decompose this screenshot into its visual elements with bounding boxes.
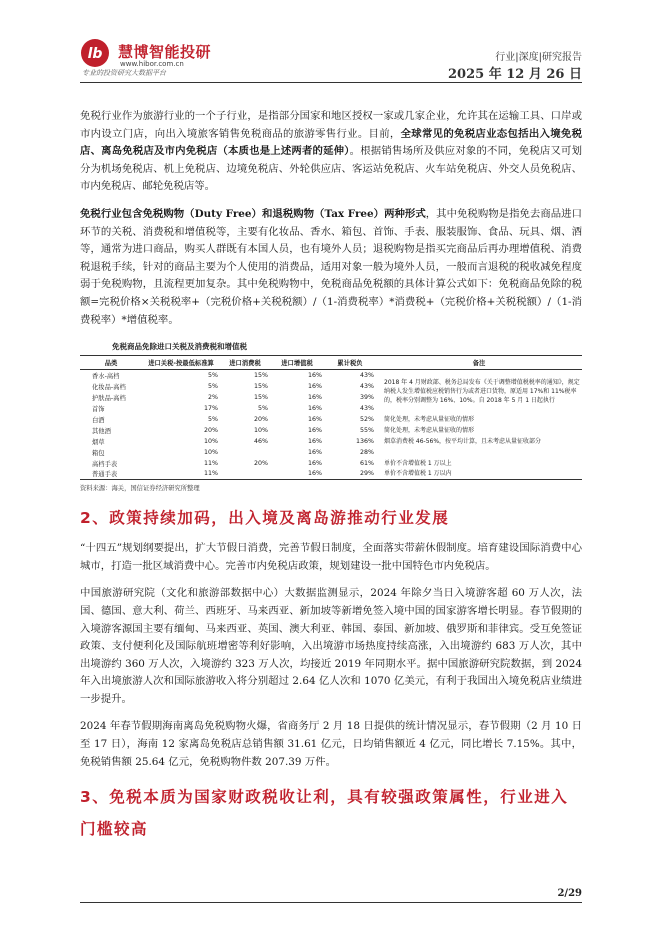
section-heading-2: 2、政策持续加码，出入境及离岛游推动行业发展 [80,509,450,528]
cell: 16% [308,459,322,467]
cell: 5% [208,371,218,379]
cell: 29% [324,469,376,480]
cell: 5% [208,382,218,390]
cell: 16% [308,404,322,412]
paragraph-hainan-sales: 2024 年春节假期海南离岛免税购物火爆，省商务厅 2 月 18 日提供的统计情况显示，春节假期（2 月 10 日至 17 日），海南 12 家离岛免税店总销售额 31.61 亿元，日均销售额近 4 亿元，同比增长 7.15%。其中，免税销售额 25.64 亿元，免税购物件数 207.39 万件。 [80,720,582,768]
table-row [80,414,582,425]
cell: 箱包 [92,449,105,457]
cell [220,469,270,480]
col-header: 品类 [80,356,142,370]
col-header: 累计税负 [324,356,376,370]
note-cell: 2018 年 4 月财政部、税务总局发布《关于调整增值税税率的通知》，规定纳税人发生增值税应税销售行为或者进口货物，原适用 17%和 11%税率的，税率分别调整为 16%、10%。自 2018 年 5 月 1 日起执行 [384,379,580,405]
text: ，其中免税购物是指免去商品进口环节的关税、消费税和增值税等，主要有化妆品、香水、箱包、首饰、手表、服装服饰、食品、玩具、烟、酒等，通常为进口商品，购买人群既有本国人员，也有境外人员；退税购物是指买完商品后再办理增值税、消费税退税手续，针对的商品主要为个人使用的消费品，适用对象一般为境外人员，一般而言退税的税收减免程度弱于免税购物，且流程更加复杂。其中免税购物中，免税商品免税额的具体计算公式如下：免税商品免除的税额=完税价格×关税税率+（完税价格+关税税额）/（1-消费税率）*消费税+（完税价格+关税税额）/（1-消费税率）*增值税率。 [80,207,582,326]
cell: 43% [360,382,374,390]
table-row [80,447,582,458]
cell: 16% [308,371,322,379]
table-header-row [80,356,582,370]
col-header: 备注 [376,356,582,370]
cell: 136% [355,437,374,445]
cell: 16% [308,448,322,456]
cell [220,447,270,458]
highlight-text: 全球常见的免税店业态包括出入境免税店、离岛免税店及市内免税店（本质也是上述两者的延伸） [80,127,583,158]
duty-table-block [80,339,582,492]
cell: 16% [308,437,322,445]
note-cell: 简化处理，未考虑从量征收的情形 [384,426,475,434]
cell: 52% [360,415,374,423]
logo-name: 慧博智能投研 [118,43,212,61]
cell: 46% [254,437,268,445]
col-header: 进口增值税 [270,356,324,370]
text: 免税行业作为旅游行业的一个子行业，是指部分国家和地区授权一家或几家企业，允许其在运输工具、口岸或市内设立门店，向出入境旅客销售免税商品的旅游零售行业。目前， [80,110,582,140]
cell: 20% [204,426,218,434]
logo-url: www.hibor.com.cn [120,60,184,68]
cell: 其他酒 [92,427,111,435]
highlight-text: 免税行业包含免税购物（Duty Free）和退税购物（Tax Free）两种形式 [80,207,426,220]
cell: 普通手表 [80,469,142,480]
note-cell: 单价不含增值税 1 万以上 [384,459,452,467]
cell: 首饰 [92,405,105,413]
cell: 白酒 [92,416,105,424]
logo-slogan: 专业的投资研究大数据平台 [82,69,166,77]
report-date: 2025 年 12 月 26 日 [448,67,582,82]
cell: 55% [360,426,374,434]
cell: 61% [360,459,374,467]
cell: 10% [204,437,218,445]
col-header: 进口关税-按最低标准算 [142,356,220,370]
paragraph-duty-free-forms [80,206,582,329]
cell: 16% [308,426,322,434]
table-row [80,425,582,436]
page-number: 2/29 [557,888,582,899]
table-row [80,436,582,447]
paragraph-14th-five-year-plan: “十四五”规划纲要提出，扩大节假日消费，完善节假日制度，全面落实带薪休假制度。培育建设国际消费中心城市，打造一批区域消费中心。完善市内免税店政策，规划建设一批中国特色市内免税店。 [80,542,582,572]
cell: 2% [208,393,218,401]
cell: 化妆品-高档 [92,383,126,391]
cell: 16% [270,469,324,480]
table-row [80,370,582,381]
text: 。根据销售场所及供应对象的不同，免税店又可划分为机场免税店、机上免税店、边境免税店、外轮供应店、客运站免税店、火车站免税店、外交人员免税店、市内免税店、邮轮免税店等。 [80,145,582,193]
cell: 10% [204,448,218,456]
page-content [80,108,582,851]
cell: 20% [254,415,268,423]
col-header: 进口消费税 [220,356,270,370]
svg-text:lb: lb [87,46,103,62]
duty-table [80,356,582,480]
table-row [80,469,582,480]
note-cell [376,447,582,458]
footer-divider [80,902,582,903]
cell: 护肤品-高档 [92,394,126,402]
paragraph-industry-definition [80,108,582,196]
cell: 香水-高档 [92,372,120,380]
cell: 烟草 [92,438,105,446]
header-divider [80,82,582,83]
cell: 15% [254,382,268,390]
section-heading-3: 3、免税本质为国家财政税收让利，具有较强政策属性，行业进入门槛较高 [80,788,569,839]
note-cell: 简化处理，未考虑从量征收的情形 [384,415,475,423]
table-row [80,458,582,469]
cell: 11% [142,469,220,480]
cell: 高档手表 [92,460,118,468]
cell: 10% [254,426,268,434]
report-header [0,0,662,96]
cell: 17% [204,404,218,412]
cell: 15% [254,393,268,401]
table-source: 资料来源：海关，国信证券经济研究所整理 [80,485,200,493]
cell: 43% [360,371,374,379]
brand-logo[interactable] [80,38,230,78]
cell: 28% [360,448,374,456]
cell: 39% [360,393,374,401]
hibor-logo-icon [80,38,116,68]
cell: 5% [258,404,268,412]
cell: 11% [204,459,218,467]
note-cell: 烟草消费税 46-56%，按平均计算，且未考虑从量征收部分 [384,437,542,445]
cell: 16% [308,415,322,423]
table-title: 免税商品免除进口关税及消费税和增值税 [80,339,582,356]
cell: 16% [308,382,322,390]
cell: 15% [254,371,268,379]
cell: 43% [360,404,374,412]
cell: 20% [254,459,268,467]
cell: 5% [208,415,218,423]
note-cell: 单价不含增值税 1 万以内 [376,469,582,480]
paragraph-tourism-data: 中国旅游研究院（文化和旅游部数据中心）大数据监测显示，2024 年除夕当日入境游客超 60 万人次，法国、德国、意大利、荷兰、西班牙、马来西亚、新加坡等新增免签入境中国的国家游客增长明显。春节假期的入境游客源国主要有缅甸、马来西亚、英国、澳大利亚、韩国、泰国、新加坡、俄罗斯和菲律宾。受互免签证政策、支付便利化及国际航班增密等利好影响，入出境游市场热度持续高涨，入出境游约 683 万人次，其中出境游约 360 万人次，入境游约 323 万人次，均接近 2019 年同期水平。据中国旅游研究院数据，到 2024 年入出境旅游人次和国际旅游收入将分别超过 2.64 亿人次和 1070 亿美元，有利于我国出入境免税店业绩进一步提升。 [80,587,582,705]
report-type: 行业|深度|研究报告 [495,52,582,63]
cell: 16% [308,393,322,401]
